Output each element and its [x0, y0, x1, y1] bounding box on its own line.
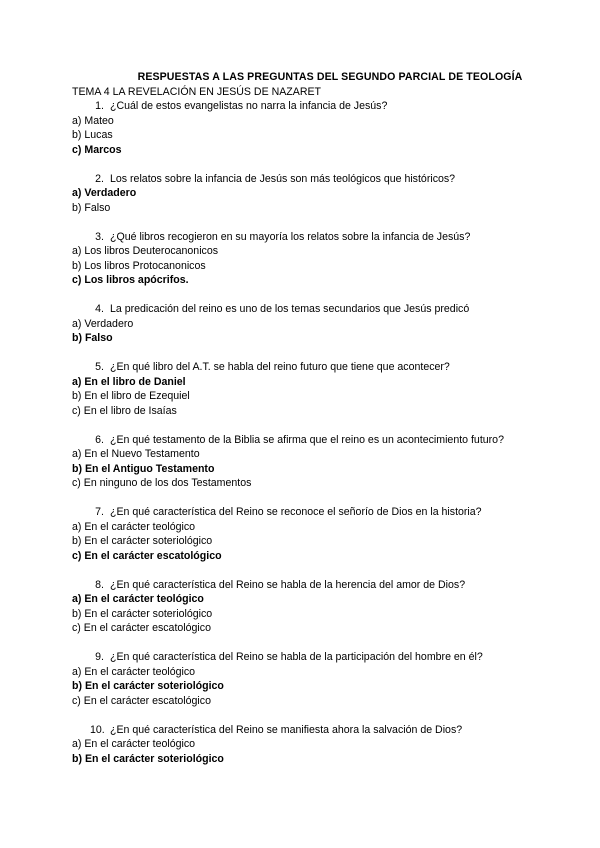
question-spacer: [72, 491, 560, 506]
question-text: ¿Qué libros recogieron en su mayoría los relatos sobre la infancia de Jesús?: [110, 230, 471, 243]
question-spacer: [72, 708, 560, 723]
answer-option-correct: a) Verdadero: [72, 187, 137, 199]
question-number: 7.: [95, 506, 104, 518]
question-text: ¿En qué característica del Reino se habla de la herencia del amor de Dios?: [110, 578, 466, 591]
answer-option-correct: b) En el carácter soteriológico: [72, 680, 224, 692]
question-spacer: [72, 288, 560, 303]
question-block: [72, 578, 560, 636]
answer-option-correct: a) En el carácter teológico: [72, 593, 204, 605]
question-block: [72, 230, 560, 288]
question-number: 6.: [95, 433, 104, 446]
answer-option: b) Falso: [72, 201, 111, 214]
answer-option: c) En ninguno de los dos Testamentos: [72, 477, 252, 489]
question-block: [72, 650, 560, 708]
question-spacer: [72, 346, 560, 361]
answer-option: a) Los libros Deuterocanonicos: [72, 245, 219, 257]
question-spacer: [72, 157, 560, 172]
answer-option: a) Verdadero: [72, 317, 134, 330]
question: [72, 433, 560, 448]
question: [72, 578, 560, 593]
answer-option-correct: c) En el carácter escatológico: [72, 549, 222, 562]
question-spacer: [72, 636, 560, 651]
question-block: [72, 433, 560, 491]
question-text: La predicación del reino es uno de los temas secundarios que Jesús predicó: [110, 303, 470, 315]
answer-option: b) En el libro de Ezequiel: [72, 390, 190, 402]
answer-option: b) Los libros Protocanonicos: [72, 259, 206, 272]
question-number: 2.: [95, 172, 104, 185]
question-number: 3.: [95, 230, 104, 243]
question-block: [72, 172, 560, 216]
answer-option: c) En el carácter escatológico: [72, 694, 211, 707]
question-number: 10.: [90, 723, 105, 736]
question-block: [72, 99, 560, 157]
question-block: [72, 302, 560, 346]
question-text: Los relatos sobre la infancia de Jesús son más teológicos que históricos?: [110, 172, 456, 185]
answer-option: b) Lucas: [72, 129, 113, 141]
answer-option-correct: b) En el carácter soteriológico: [72, 752, 224, 765]
answer-option-correct: c) Marcos: [72, 143, 122, 156]
question: [72, 360, 560, 375]
answer-option-correct: c) Los libros apócrifos.: [72, 274, 189, 286]
question-text: ¿En qué testamento de la Biblia se afirma que el reino es un acontecimiento futuro?: [110, 433, 504, 446]
question-spacer: [72, 563, 560, 578]
question-block: [72, 505, 560, 563]
question: [72, 230, 560, 245]
question-block: [72, 360, 560, 418]
question: [72, 172, 560, 187]
question-text: ¿En qué característica del Reino se habla de la participación del hombre en él?: [110, 651, 483, 663]
answer-option: a) Mateo: [72, 114, 114, 127]
answer-option: a) En el carácter teológico: [72, 520, 196, 533]
question-spacer: [72, 418, 560, 433]
question-number: 4.: [95, 303, 104, 315]
answer-option: b) En el carácter soteriológico: [72, 535, 213, 547]
document-title: RESPUESTAS A LAS PREGUNTAS DEL SEGUNDO PARCIAL DE TEOLOGÍA: [137, 71, 523, 83]
answer-option-correct: a) En el libro de Daniel: [72, 375, 186, 388]
answer-option: a) En el carácter teológico: [72, 665, 196, 678]
answer-option: c) En el libro de Isaías: [72, 404, 177, 417]
question: [72, 723, 560, 738]
question-text: ¿En qué libro del A.T. se habla del reino futuro que tiene que acontecer?: [110, 361, 450, 373]
question-text: ¿Cuál de estos evangelistas no narra la infancia de Jesús?: [110, 100, 388, 112]
question-spacer: [72, 215, 560, 230]
question: [72, 505, 560, 520]
question: [72, 99, 560, 114]
answer-option: c) En el carácter escatológico: [72, 622, 211, 634]
answer-option: a) En el carácter teológico: [72, 738, 196, 750]
question-text: ¿En qué característica del Reino se manifiesta ahora la salvación de Dios?: [110, 723, 463, 736]
question-number: 5.: [95, 361, 104, 373]
question: [72, 302, 560, 317]
question-number: 1.: [95, 100, 104, 112]
answer-option: a) En el Nuevo Testamento: [72, 448, 200, 460]
document-subtitle: TEMA 4 LA REVELACIÓN EN JESÚS DE NAZARET: [72, 85, 322, 98]
question-number: 9.: [95, 651, 104, 663]
answer-option: b) En el carácter soteriológico: [72, 607, 213, 620]
answer-option-correct: b) Falso: [72, 332, 113, 344]
answer-option-correct: b) En el Antiguo Testamento: [72, 462, 215, 475]
question-block: [72, 723, 560, 767]
question-number: 8.: [95, 578, 104, 591]
question: [72, 650, 560, 665]
question-text: ¿En qué característica del Reino se reconoce el señorío de Dios en la historia?: [110, 506, 482, 518]
questions-list: [72, 99, 560, 766]
